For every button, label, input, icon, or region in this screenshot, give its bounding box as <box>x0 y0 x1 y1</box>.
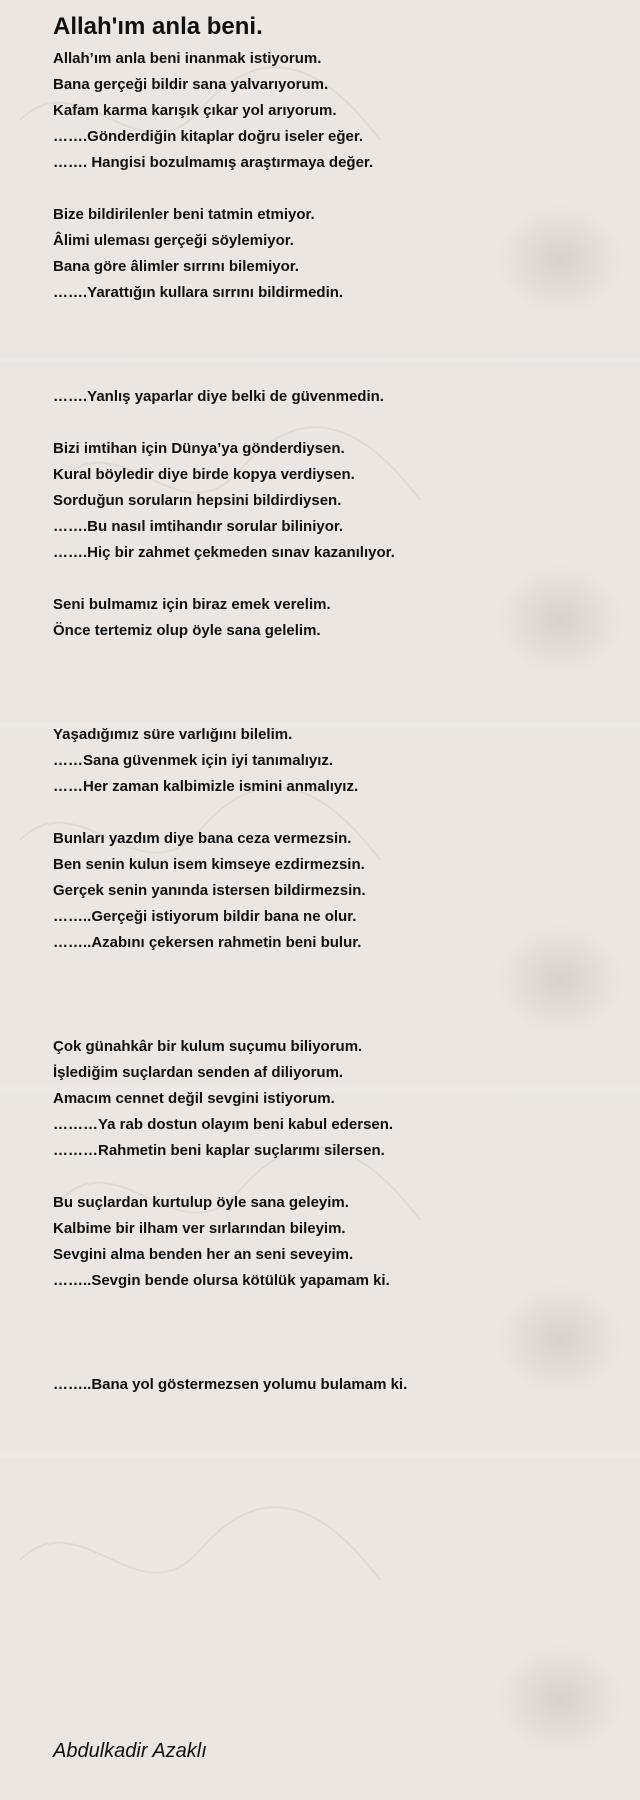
poem-line: Bana göre âlimler sırrını bilemiyor. <box>53 258 299 275</box>
poem-line: Bana gerçeği bildir sana yalvarıyorum. <box>53 76 329 93</box>
poem-line: Âlimi uleması gerçeği söylemiyor. <box>53 232 294 249</box>
poem-line: Önce tertemiz olup öyle sana gelelim. <box>53 622 321 639</box>
poem-line: …….Hiç bir zahmet çekmeden sınav kazanılıyor. <box>53 544 395 561</box>
poem-line: …….Yanlış yaparlar diye belki de güvenmedin. <box>53 388 384 405</box>
poem-line: ……..Sevgin bende olursa kötülük yapamam ki. <box>53 1272 390 1289</box>
poem-line: Bu suçlardan kurtulup öyle sana geleyim. <box>53 1194 349 1211</box>
poem <box>53 0 613 1398</box>
poem-line: Çok günahkâr bir kulum suçumu biliyorum. <box>53 1038 363 1055</box>
poem-line: Gerçek senin yanında istersen bildirmezsin. <box>53 882 366 899</box>
poem-line: Sevgini alma benden her an seni seveyim. <box>53 1246 354 1263</box>
poem-line: Kafam karma karışık çıkar yol arıyorum. <box>53 102 337 119</box>
poem-line: Seni bulmamız için biraz emek verelim. <box>53 596 331 613</box>
poem-line: Bunları yazdım diye bana ceza vermezsin. <box>53 830 352 847</box>
poem-line: Kural böyledir diye birde kopya verdiysen. <box>53 466 355 483</box>
poem-line: …….Gönderdiğin kitaplar doğru iseler eğer. <box>53 128 364 145</box>
poem-line: ……..Azabını çekersen rahmetin beni bulur. <box>53 934 362 951</box>
poem-line: ……..Bana yol göstermezsen yolumu bulamam ki. <box>53 1376 408 1393</box>
poem-line: Sorduğun soruların hepsini bildirdiysen. <box>53 492 342 509</box>
poem-line: Bize bildirilenler beni tatmin etmiyor. <box>53 206 315 223</box>
poem-line: ……Her zaman kalbimizle ismini anmalıyız. <box>53 778 359 795</box>
poem-line: …….Bu nasıl imtihandır sorular biliniyor. <box>53 518 344 535</box>
poem-line: ……..Gerçeği istiyorum bildir bana ne olur. <box>53 908 357 925</box>
poem-line: ………Ya rab dostun olayım beni kabul edersen. <box>53 1116 394 1133</box>
poem-line: Bizi imtihan için Dünya’ya gönderdiysen. <box>53 440 345 457</box>
poem-line: Amacım cennet değil sevgini istiyorum. <box>53 1090 335 1107</box>
poem-line: …….Yarattığın kullara sırrını bildirmedin. <box>53 284 344 301</box>
poem-line: ………Rahmetin beni kaplar suçlarımı silersen. <box>53 1142 385 1159</box>
poem-line: Yaşadığımız süre varlığını bilelim. <box>53 726 293 743</box>
poem-line: Allah’ım anla beni inanmak istiyorum. <box>53 50 322 67</box>
poem-line: Ben senin kulun isem kimseye ezdirmezsin. <box>53 856 365 873</box>
poem-line: Kalbime bir ilham ver sırlarından bileyim. <box>53 1220 346 1237</box>
poem-author: Abdulkadir Azaklı <box>53 1740 207 1762</box>
poem-line: İşlediğim suçlardan senden af diliyorum. <box>53 1064 344 1081</box>
poem-line: ……Sana güvenmek için iyi tanımalıyız. <box>53 752 334 769</box>
poem-line: ……. Hangisi bozulmamış araştırmaya değer. <box>53 154 374 171</box>
poem-title: Allah'ım anla beni. <box>53 13 263 40</box>
